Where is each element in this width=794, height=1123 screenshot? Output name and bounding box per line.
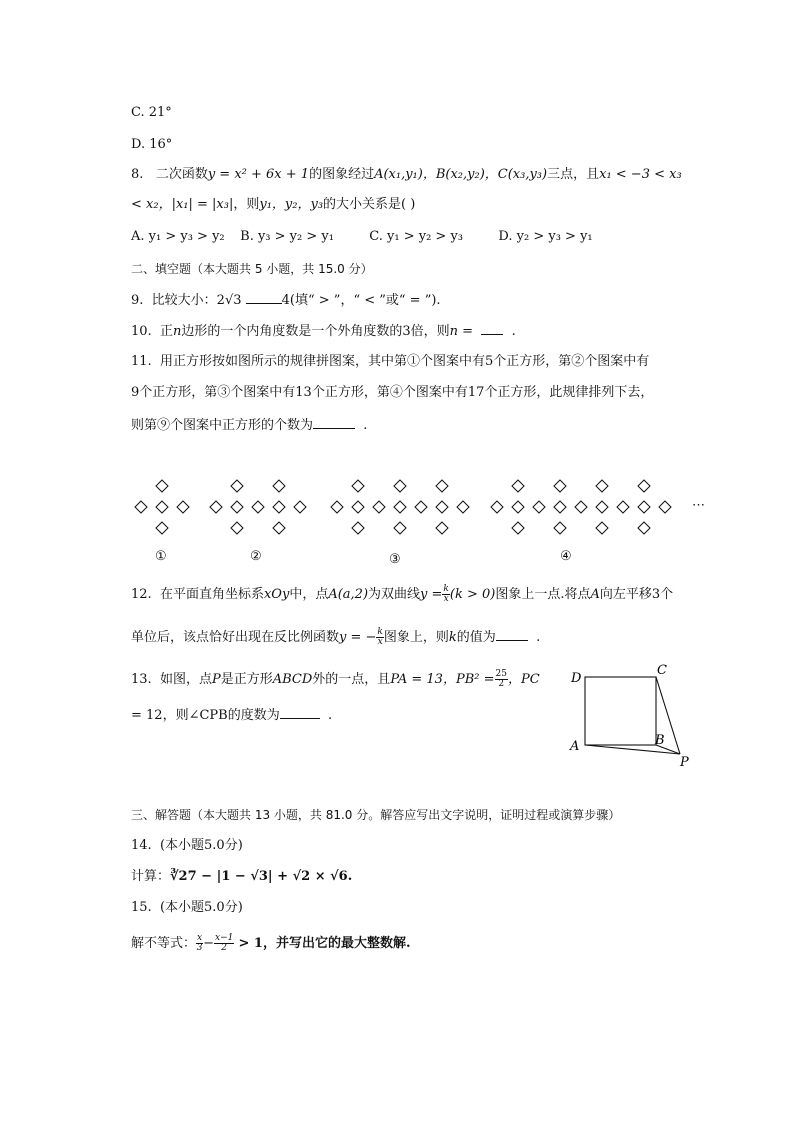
q11-pattern-4-square: [617, 501, 629, 513]
q11-pattern-4-square: [533, 501, 545, 513]
q10-line: [131, 322, 516, 341]
q8-condition-2: < x₂，|x₁| = |x₃|: [131, 197, 234, 212]
q8-line1: [131, 166, 682, 184]
q13-p: P: [211, 672, 221, 687]
q13-text-2b: .: [327, 708, 333, 723]
q11-ellipsis: ⋯: [692, 498, 705, 513]
q10-text-d: .: [511, 324, 516, 339]
q11-pattern-2-square: [231, 480, 243, 492]
q12-fraction-2: [376, 628, 383, 647]
q8-number: 8.: [131, 167, 144, 182]
q11-pattern-3-square: [394, 480, 406, 492]
q9-sqrt: √3: [224, 293, 242, 308]
q15-header: [131, 899, 243, 917]
q13-number: 13.: [131, 672, 152, 687]
q13-text-1a: 如图，点: [159, 672, 212, 687]
q12-fraction: [442, 585, 449, 604]
q12-a: A: [590, 587, 600, 602]
q11-pattern-3-square: [352, 501, 364, 513]
q8-stem-b: 的图象经过: [309, 167, 375, 182]
q11-pattern-3-square: [352, 522, 364, 534]
q13-label-p: P: [680, 755, 689, 770]
q12-frac-num: k: [443, 584, 449, 594]
q13-pa: PA = 13: [390, 672, 443, 687]
q13-label-d: D: [571, 671, 582, 686]
q12-frac-den: x: [443, 594, 449, 604]
q11-pattern-3-square: [436, 480, 448, 492]
q12-text-1e: 向左平移3个: [599, 587, 674, 602]
q15-f2-den: 2: [221, 943, 228, 953]
q11-pattern-2-square: [231, 522, 243, 534]
q8-stem-c: 三点，且: [547, 167, 600, 182]
q11-pattern-4-square: [512, 501, 524, 513]
q12-hyperbola: y =: [420, 587, 443, 602]
q13-text-1b: 是正方形: [220, 672, 273, 687]
q8-function: y = x² + 6x + 1: [207, 167, 310, 182]
q10-text-c: n =: [449, 324, 474, 339]
q12-text-2d: .: [536, 630, 541, 645]
q11-line1: [131, 353, 649, 371]
q15-f1-num: x: [197, 933, 203, 943]
q11-label-1: ①: [155, 549, 167, 564]
q11-pattern-3-square: [394, 522, 406, 534]
q10-answer-blank[interactable]: [481, 322, 503, 335]
q11-pattern-4-square: [596, 480, 608, 492]
q11-label-2: ②: [250, 549, 262, 564]
q13-square-figure: [565, 662, 695, 772]
q11-pattern-4-square: [638, 501, 650, 513]
q8-option-c: C. y₁ > y₂ > y₃: [369, 229, 464, 244]
q15-number: 15.: [131, 900, 152, 915]
q11-pattern-3-square: [436, 522, 448, 534]
q11-pattern-4-square: [659, 501, 671, 513]
q11-line3: [131, 416, 367, 435]
q11-pattern-4-square: [491, 501, 503, 513]
q12-point-a: A(a,2): [328, 587, 369, 602]
q13-segment-ap: [585, 745, 680, 754]
q14-number: 14.: [131, 838, 152, 853]
q13-label-c: C: [657, 663, 667, 678]
q11-pattern-3-square: [436, 501, 448, 513]
q14-body: [131, 868, 352, 886]
q12-frac2-den: x: [377, 637, 383, 647]
q12-answer-blank[interactable]: [496, 628, 528, 641]
q9-text-a: 比较大小：2: [151, 293, 225, 308]
q11-pattern-4-square: [554, 501, 566, 513]
q8-stem-a: 二次函数: [155, 167, 208, 182]
q15-f1-den: 3: [196, 943, 203, 953]
q11-pattern-4-square: [596, 501, 608, 513]
q10-text-a: 正: [159, 324, 173, 339]
q12-function-2: y = −: [339, 630, 377, 645]
q11-pattern-4-square: [512, 522, 524, 534]
q11-pattern-3-square: [373, 501, 385, 513]
q13-pb-fraction: [495, 670, 508, 689]
q11-text-1: 用正方形按如图所示的规律拼图案，其中第①个图案中有5个正方形，第②个图案中有: [159, 354, 650, 369]
q11-pattern-3-square: [457, 501, 469, 513]
q7-option-d: D. 16°: [131, 137, 173, 152]
q11-answer-blank[interactable]: [313, 416, 355, 429]
q12-xoy: xOy: [263, 587, 290, 602]
q11-pattern-2-square: [273, 522, 285, 534]
q11-pattern-3-square: [331, 501, 343, 513]
q12-text-1c: 为双曲线: [368, 587, 421, 602]
q11-text-3a: 则第⑨个图案中正方形的个数为: [131, 418, 314, 433]
q7-option-c: C. 21°: [131, 105, 172, 120]
q8-stem-d: ，则: [233, 197, 260, 212]
q13-pb-num: 25: [495, 669, 507, 679]
q10-text-b: 边形的一个内角度数是一个外角度数的3倍，则: [181, 324, 450, 339]
q11-pattern-3-square: [415, 501, 427, 513]
q12-text-1a: 在平面直角坐标系: [159, 587, 264, 602]
q11-pattern-4-square: [638, 522, 650, 534]
q11-pattern-3-square: [352, 480, 364, 492]
q14-expression: ∛27 − |1 − √3| + √2 × √6.: [170, 869, 353, 884]
q8-points: A(x₁,y₁)，B(x₂,y₂)，C(x₃,y₃): [374, 167, 548, 182]
q11-number: 11.: [131, 354, 152, 369]
q8-line2: [131, 196, 415, 214]
q8-option-b: B. y₃ > y₂ > y₁: [240, 229, 334, 244]
q11-text-3b: .: [363, 418, 368, 433]
q11-label-4: ④: [560, 549, 572, 564]
q12-line1: [131, 585, 673, 604]
q8-option-d: D. y₂ > y₃ > y₁: [498, 229, 593, 244]
q11-pattern-4-square: [554, 522, 566, 534]
q15-fraction-2: [214, 934, 234, 953]
q11-line2: 9个正方形，第③个图案中有13个正方形，第④个图案中有17个正方形，此规律排列下去，: [131, 385, 654, 400]
q9-answer-blank[interactable]: [246, 291, 282, 304]
q12-k: k: [448, 630, 457, 645]
q12-number: 12.: [131, 587, 152, 602]
q11-pattern-3-square: [394, 501, 406, 513]
q13-abcd: ABCD: [272, 672, 313, 687]
q11-pattern-4-square: [512, 480, 524, 492]
q11-pattern-1-square: [135, 501, 147, 513]
q11-pattern-2-square: [294, 501, 306, 513]
q11-pattern-1-square: [156, 480, 168, 492]
q11-pattern-4-square: [575, 501, 587, 513]
q13-line2: [131, 706, 332, 725]
q13-label-b: B: [655, 733, 665, 748]
q13-line1: [131, 670, 540, 689]
q13-pb: ，PB² =: [442, 672, 495, 687]
q15-minus: −: [203, 936, 214, 951]
q11-pattern-4-square: [638, 480, 650, 492]
q13-pb-den: 2: [498, 679, 505, 689]
q9-number: 9.: [131, 293, 144, 308]
q15-f2-num: x−1: [215, 933, 234, 943]
q8-options: [131, 228, 593, 246]
q11-pattern-1-square: [177, 501, 189, 513]
q11-label-3: ③: [389, 552, 401, 567]
q11-pattern-2-square: [210, 501, 222, 513]
q8-stem-e: 的大小关系是( ): [323, 197, 416, 212]
q12-condition: (k > 0): [449, 587, 496, 602]
q9-text-b: 4(填“ > ”，“ < ”或“ = ”).: [281, 293, 441, 308]
q12-text-2b: 图象上，则: [383, 630, 449, 645]
q15-points: (本小题5.0分): [159, 900, 243, 915]
q11-pattern-2-square: [231, 501, 243, 513]
q15-rest: > 1，并写出它的最大整数解.: [238, 936, 411, 951]
q12-text-1d: 图象上一点.将点: [495, 587, 591, 602]
q15-body: [131, 934, 410, 953]
q11-pattern-1-square: [156, 501, 168, 513]
q13-answer-blank[interactable]: [280, 706, 320, 719]
q15-label: 解不等式：: [131, 936, 197, 951]
q10-n: n: [172, 324, 182, 339]
q11-pattern-2-square: [273, 480, 285, 492]
q12-text-2c: 的值为: [456, 630, 496, 645]
q11-pattern-4-square: [554, 480, 566, 492]
q11-pattern-2-square: [273, 501, 285, 513]
q11-pattern-4-square: [596, 522, 608, 534]
q14-points: (本小题5.0分): [159, 838, 243, 853]
q14-header: [131, 837, 243, 855]
q11-pattern-2-square: [252, 501, 264, 513]
q8-condition-1: x₁ < −3 < x₃: [599, 167, 682, 182]
q8-vars: y₁，y₂，y₃: [259, 197, 324, 212]
q14-label: 计算：: [131, 869, 171, 884]
q13-square-abcd: [585, 677, 656, 745]
q12-frac2-num: k: [377, 627, 383, 637]
q12-text-2a: 单位后，该点恰好出现在反比例函数: [131, 630, 340, 645]
q8-option-a: A. y₁ > y₃ > y₂: [131, 229, 225, 244]
q12-text-1b: 中，点: [289, 587, 329, 602]
q13-label-a: A: [570, 739, 580, 754]
q12-line2: [131, 628, 540, 647]
q9-line: [131, 291, 441, 310]
section-2-heading: 二、填空题（本大题共 5 小题，共 15.0 分）: [131, 262, 373, 276]
section-3-heading: 三、解答题（本大题共 13 小题，共 81.0 分。解答应写出文字说明，证明过程或演算步骤）: [131, 808, 621, 822]
q13-text-1c: 外的一点，且: [312, 672, 391, 687]
q11-pattern-1-square: [156, 522, 168, 534]
q13-text-2a: = 12，则∠CPB的度数为: [131, 708, 280, 723]
q10-number: 10.: [131, 324, 152, 339]
q13-pc: ，PC: [507, 672, 540, 687]
